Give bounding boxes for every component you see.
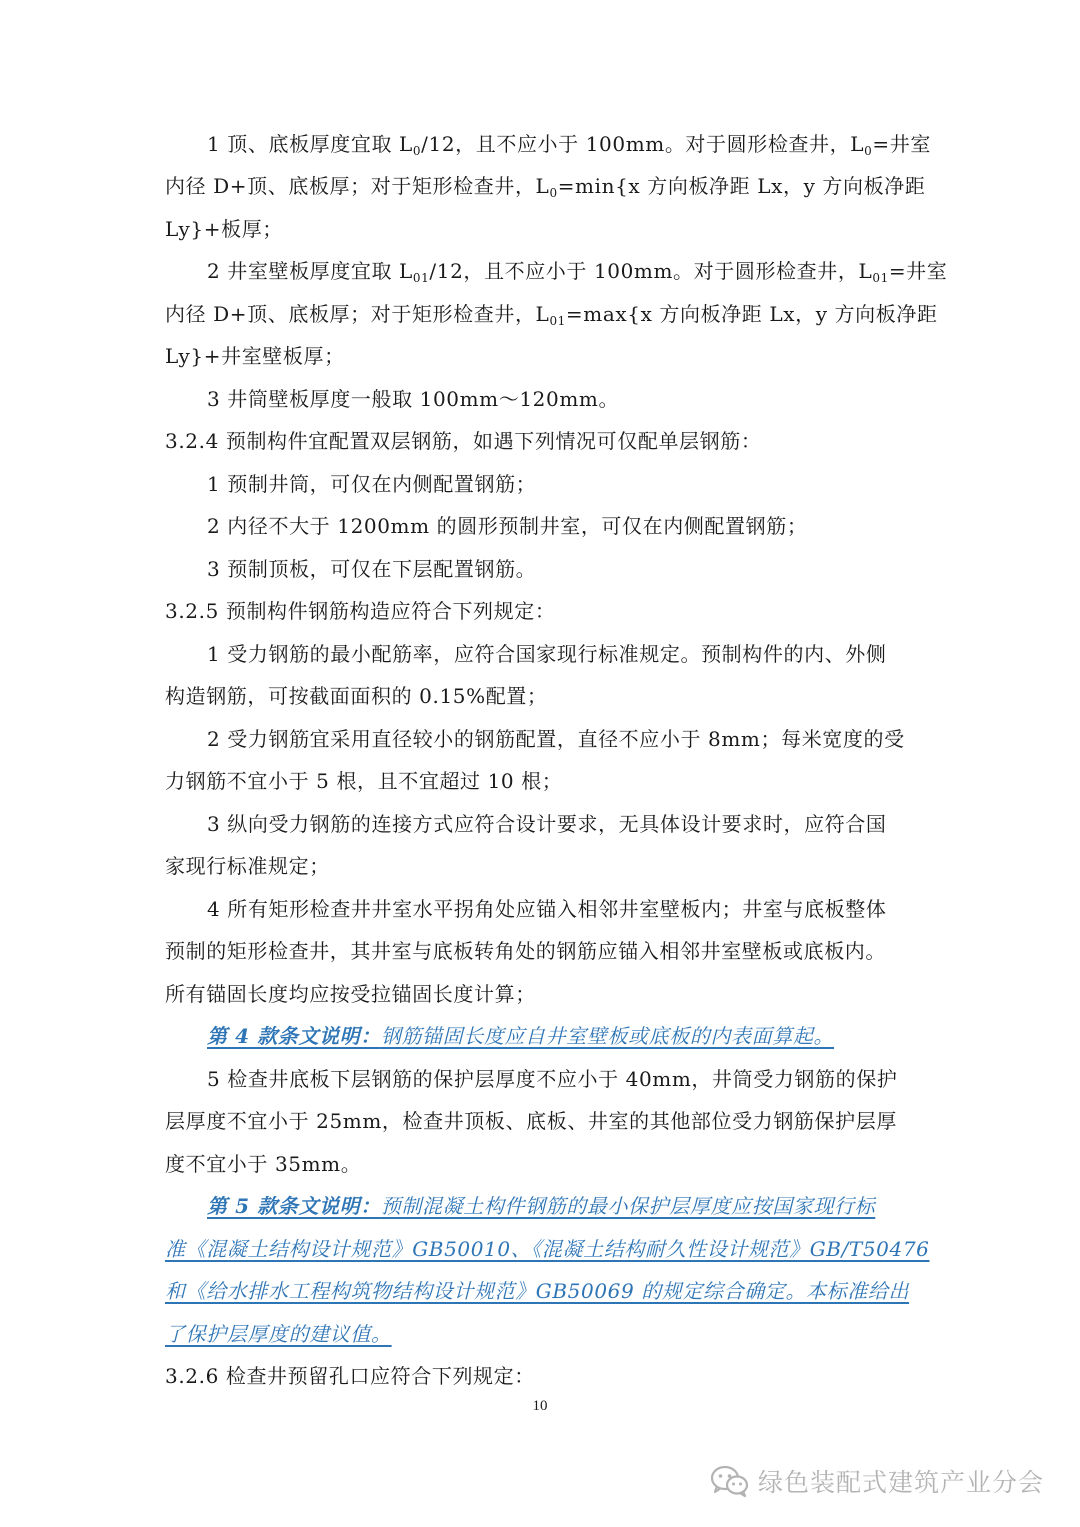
explanation-title: 第 5 款条文说明： [207,1194,381,1218]
paragraph-line: 度不宜小于 35mm。 [165,1152,362,1176]
paragraph-line: 力钢筋不宜小于 5 根，且不宜超过 10 根； [165,769,563,793]
paragraph-line: 所有锚固长度均应按受拉锚固长度计算； [165,982,536,1006]
wechat-icon [710,1464,750,1498]
paragraph-line: 1 预制井筒，可仅在内侧配置钢筋； [207,472,537,496]
clause-heading: 3.2.6 检查井预留孔口应符合下列规定： [165,1364,535,1388]
paragraph-line: 5 检查井底板下层钢筋的保护层厚度不应小于 40mm，井筒受力钢筋的保护 [207,1067,898,1091]
clause-explanation [207,1192,920,1220]
paragraph-line: 3 预制顶板，可仅在下层配置钢筋。 [207,557,537,581]
paragraph-line: 3 井筒壁板厚度一般取 100mm～120mm。 [207,387,620,411]
paragraph-line: 1 受力钢筋的最小配筋率，应符合国家现行标准规定。预制构件的内、外侧 [207,642,887,666]
subscript: 0 [549,186,558,200]
paragraph-line: 预制的矩形检查井，其井室与底板转角处的钢筋应锚入相邻井室壁板或底板内。 [165,939,886,963]
clause-explanation-line: 和《给水排水工程构筑物结构设计规范》GB50069 的规定综合确定。本标准给出 [165,1279,910,1303]
watermark [710,1461,1044,1501]
explanation-body: 钢筋锚固长度应自井室壁板或底板的内表面算起。 [380,1024,835,1048]
paragraph-line: 4 所有矩形检查井井室水平拐角处应锚入相邻井室壁板内；井室与底板整体 [207,897,887,921]
paragraph-line: 家现行标准规定； [165,854,330,878]
text-segment: =min{x 方向板净距 Lx，y 方向板净距 [557,174,926,198]
clause-explanation-line: 了保护层厚度的建议值。 [165,1322,392,1346]
paragraph-line: Ly}+井室壁板厚； [165,344,345,368]
paragraph-line [165,172,926,200]
explanation-title: 第 4 款条文说明： [207,1024,381,1048]
watermark-text: 绿色装配式建筑产业分会 [757,1468,1044,1497]
subscript: 01 [549,314,566,328]
text-segment: /12，且不应小于 100mm。对于圆形检查井，L [421,132,865,156]
paragraph-line: 层厚度不宜小于 25mm，检查井顶板、底板、井室的其他部位受力钢筋保护层厚 [165,1109,897,1133]
text-segment: /12，且不应小于 100mm。对于圆形检查井，L [429,259,873,283]
text-segment: =井室 [888,259,948,283]
subscript: 0 [864,144,873,158]
subscript: 0 [412,144,422,158]
paragraph-line: Ly}+板厚； [165,217,283,241]
subscript: 01 [412,271,430,285]
text-segment: 内径 D+顶、底板厚；对于矩形检查井，L [165,302,550,326]
text-segment: =max{x 方向板净距 Lx，y 方向板净距 [565,302,938,326]
subscript: 01 [872,271,889,285]
text-segment: 2 井室壁板厚度宜取 L [207,259,413,283]
paragraph-line: 2 受力钢筋宜采用直径较小的钢筋配置，直径不应小于 8mm；每米宽度的受 [207,727,905,751]
explanation-body: 预制混凝土构件钢筋的最小保护层厚度应按国家现行标 [380,1194,876,1218]
text-segment: 内径 D+顶、底板厚；对于矩形检查井，L [165,174,550,198]
clause-heading: 3.2.5 预制构件钢筋构造应符合下列规定： [165,599,556,623]
clause-heading: 3.2.4 预制构件宜配置双层钢筋，如遇下列情况可仅配单层钢筋： [165,429,762,453]
text-segment: 1 顶、底板厚度宜取 L [207,132,413,156]
paragraph-line [207,130,931,158]
clause-explanation-line: 准《混凝土结构设计规范》GB50010、《混凝土结构耐久性设计规范》GB/T50476 [165,1237,930,1261]
paragraph-line: 3 纵向受力钢筋的连接方式应符合设计要求，无具体设计要求时，应符合国 [207,812,887,836]
clause-explanation [207,1022,920,1050]
paragraph-line [165,300,938,328]
paragraph-line: 2 内径不大于 1200mm 的圆形预制井室，可仅在内侧配置钢筋； [207,514,808,538]
paragraph-line [207,257,948,285]
text-segment: =井室 [872,132,931,156]
paragraph-line: 构造钢筋，可按截面面积的 0.15%配置； [165,684,548,708]
page-number: 10 [532,1398,548,1414]
